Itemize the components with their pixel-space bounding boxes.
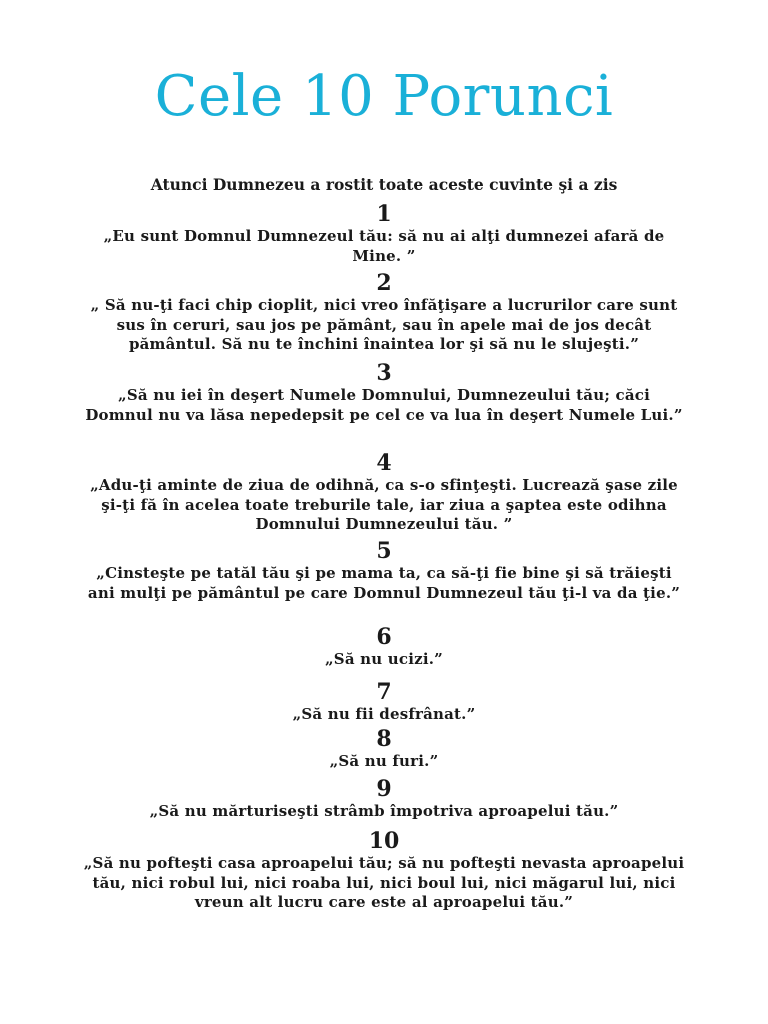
commandment-4 [82, 450, 686, 535]
commandment-text: „ Să nu-ţi faci chip cioplit, nici vreo înfăţişare a lucrurilor care sunt sus în ceruri, sau jos pe pământ, sau în apele mai de jos decât pământul. Să nu te închini înaintea lor şi să nu le slujeşti.” [90, 296, 678, 353]
commandment-1 [82, 201, 686, 266]
commandment-number: 3 [376, 360, 392, 386]
commandment-number: 10 [368, 828, 400, 854]
commandment-number: 2 [376, 270, 392, 296]
commandment-6 [82, 624, 686, 670]
commandment-9 [82, 776, 686, 822]
page-title: Cele 10 Porunci [154, 64, 614, 129]
commandment-8 [82, 726, 686, 772]
commandment-text: „Să nu furi.” [329, 752, 439, 770]
commandment-number: 7 [376, 679, 392, 705]
commandment-text: „Cinsteşte pe tatăl tău şi pe mama ta, ca să-ţi fie bine şi să trăieşti ani mulţi pe pământul pe care Domnul Dumnezeul tău ţi-l va da ţie.” [87, 564, 681, 602]
commandment-text: „Să nu fii desfrânat.” [292, 705, 476, 723]
commandment-text: „Să nu mărturiseşti strâmb împotriva aproapelui tău.” [149, 802, 619, 820]
commandment-number: 1 [376, 201, 392, 227]
commandment-text: „Să nu pofteşti casa aproapelui tău; să nu pofteşti nevasta aproapelui tău, nici robul lui, nici roaba lui, nici boul lui, nici măgarul lui, nici vreun alt lucru care este al aproapelui tău.” [83, 854, 685, 911]
commandment-number: 4 [376, 450, 392, 476]
commandment-number: 5 [376, 538, 392, 564]
commandment-text: „Să nu iei în deşert Numele Domnului, Dumnezeului tău; căci Domnul nu va lăsa nepedepsit pe cel ce va lua în deşert Numele Lui.” [85, 386, 683, 424]
commandment-text: „Adu-ţi aminte de ziua de odihnă, ca s-o sfinţeşti. Lucrează şase zile şi-ţi fă în acelea toate treburile tale, iar ziua a şaptea este odihna Domnului Dumnezeului tău. ” [90, 476, 678, 533]
commandment-text: „Să nu ucizi.” [324, 650, 444, 668]
commandment-10 [82, 828, 686, 913]
commandment-number: 9 [376, 776, 392, 802]
commandment-number: 6 [376, 624, 392, 650]
commandment-2 [82, 270, 686, 355]
commandment-3 [82, 360, 686, 425]
commandment-text: „Eu sunt Domnul Dumnezeul tău: să nu ai alţi dumnezei afară de Mine. ” [103, 227, 665, 265]
commandment-7 [82, 679, 686, 725]
commandment-5 [82, 538, 686, 603]
commandment-number: 8 [376, 726, 392, 752]
intro-text: Atunci Dumnezeu a rostit toate aceste cuvinte şi a zis [150, 175, 618, 194]
